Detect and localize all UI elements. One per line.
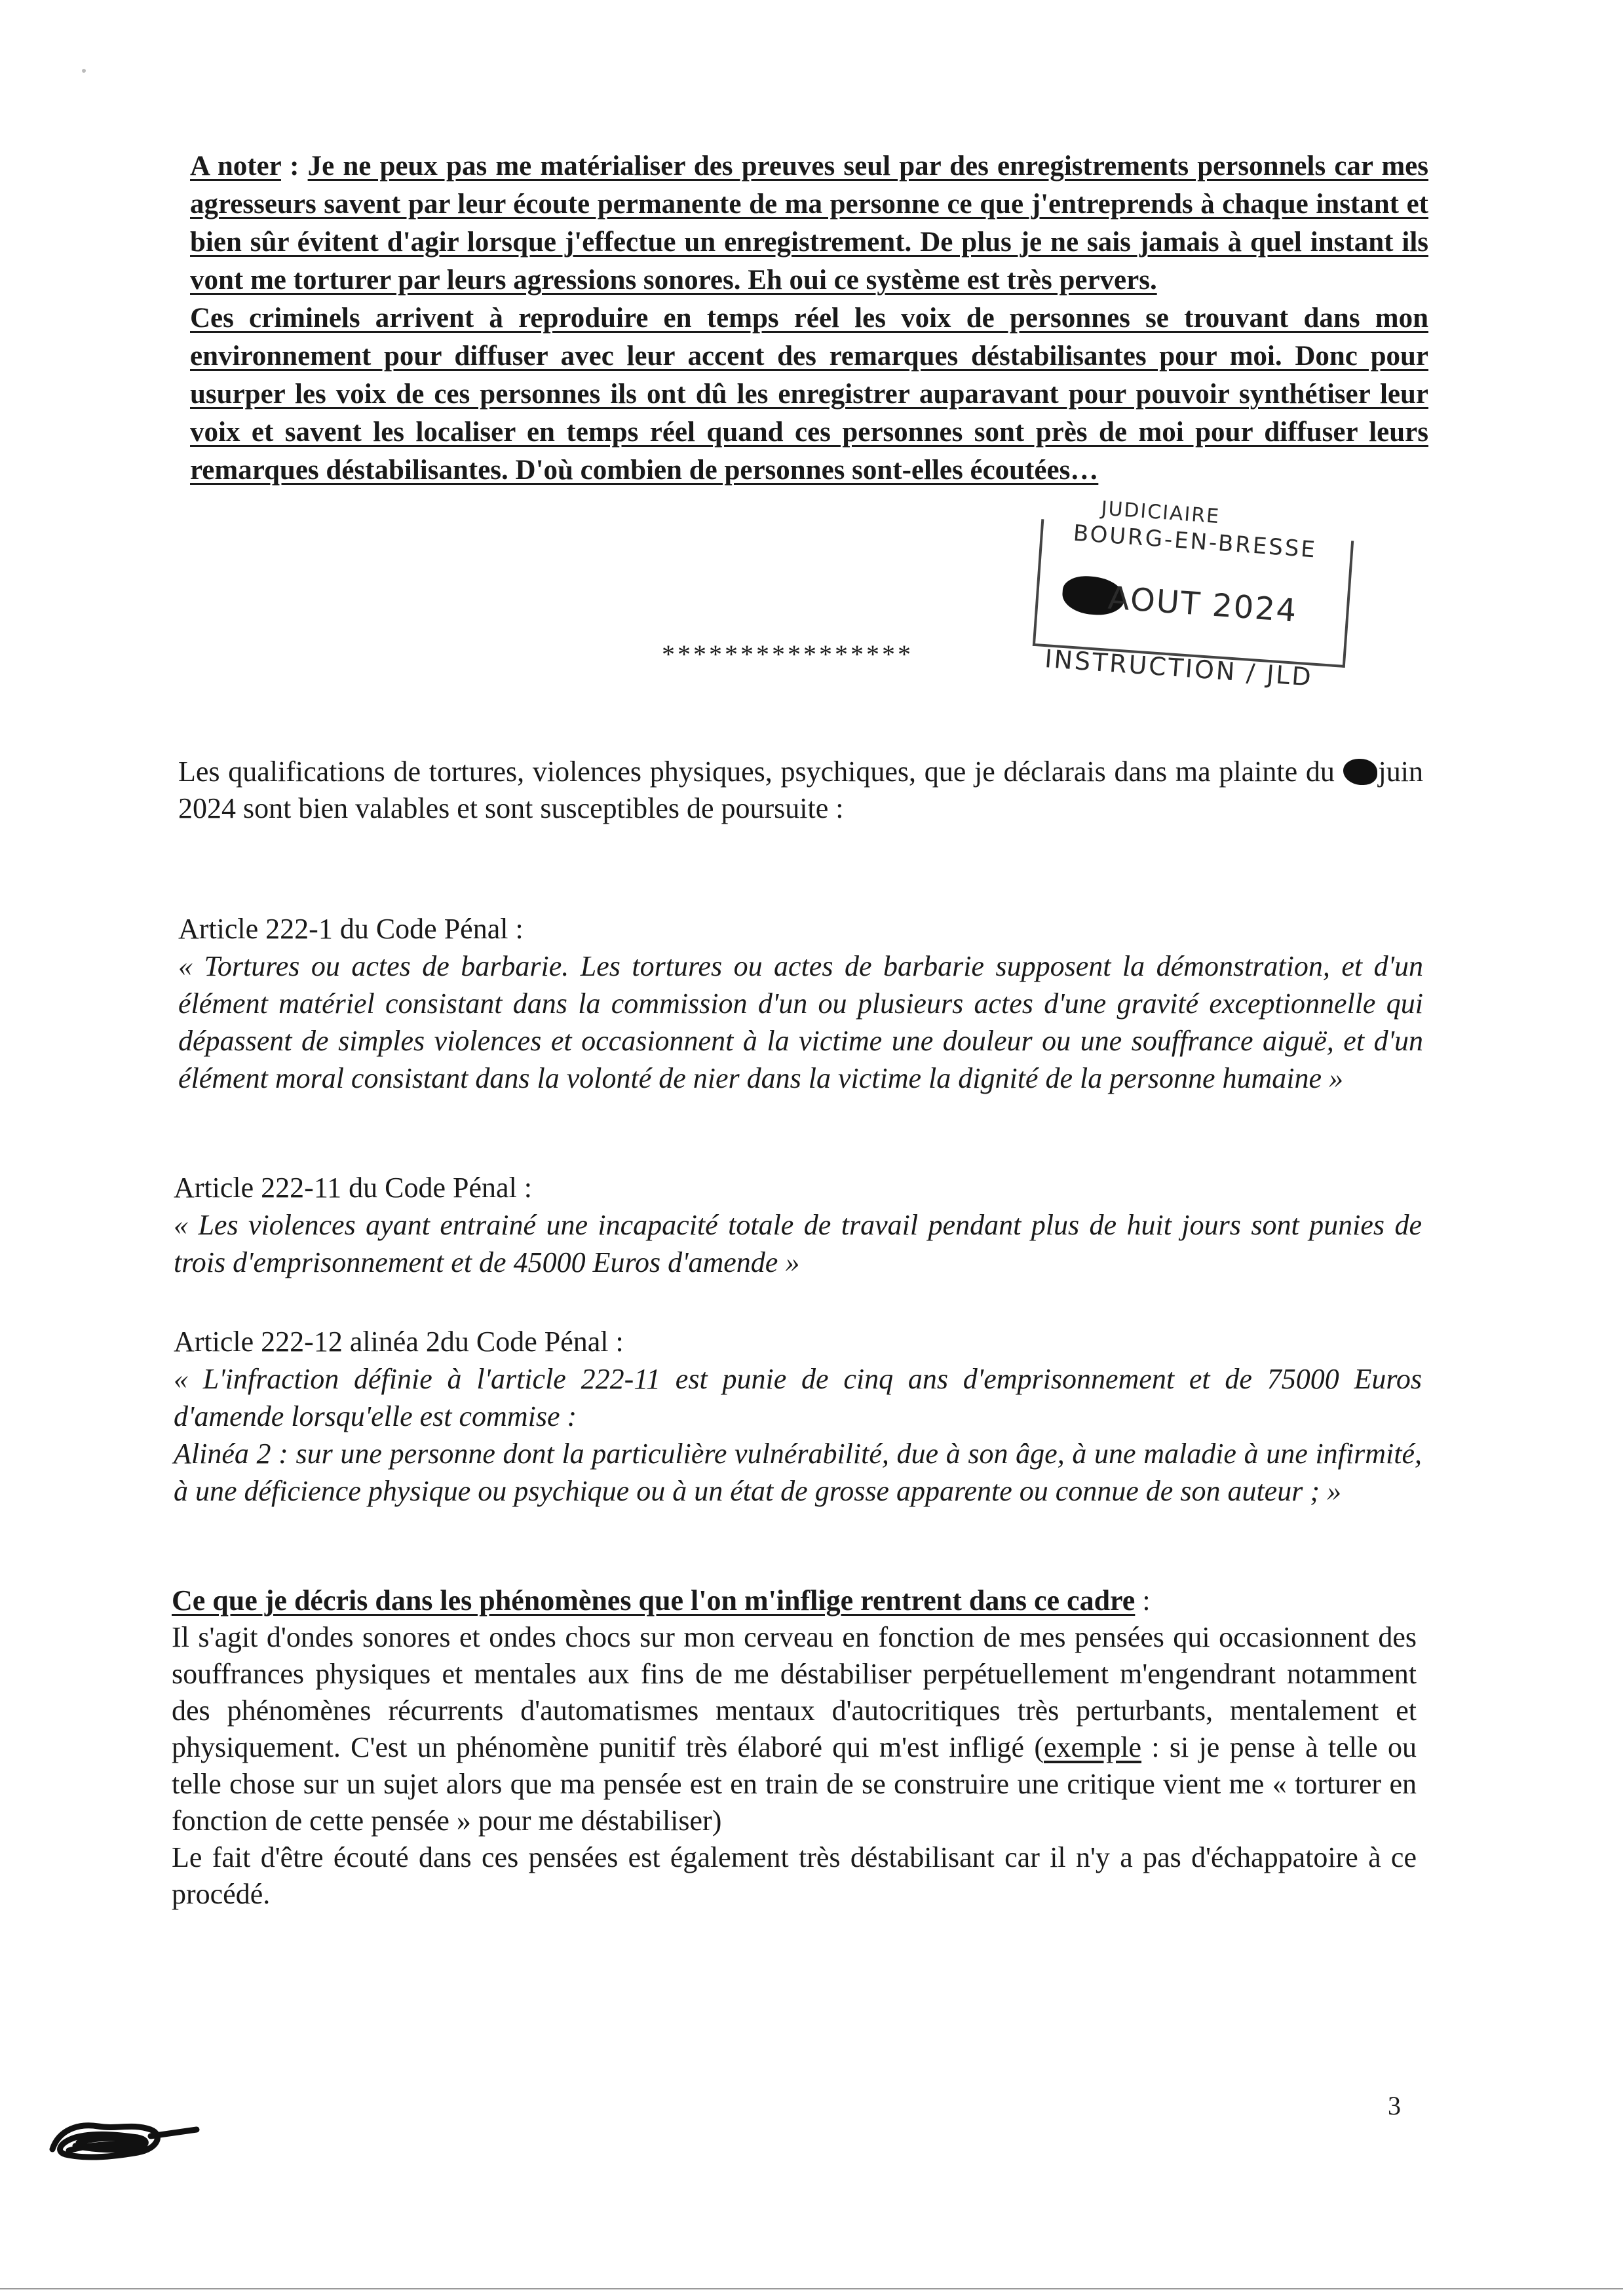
court-stamp <box>1002 491 1409 734</box>
frame-example: exemple <box>1044 1731 1142 1763</box>
note-paragraph-1 <box>190 147 1428 299</box>
stamp-line-2: BOURG-EN-BRESSE <box>1072 520 1318 564</box>
frame-p1-before: Il s'agit d'ondes sonores et ondes chocs sur mon cerveau en fonction de mes pensées qui occasionnent des souffrances physiques et mentales aux fins de me déstabiliser perpétuellement m'engendrant notamment des phénomènes récurrents d'automatismes mentaux d'autocritiques très perturbants, mentalement et physiquement. C'est un phénomène punitif très élaboré qui m'est infligé ( <box>172 1621 1417 1763</box>
article-quote: « Les violences ayant entrainé une incapacité totale de travail pendant plus de huit jours sont punies de trois d'emprisonnement et de 45000 Euros d'amende » <box>174 1209 1422 1278</box>
article-222-12 <box>174 1324 1422 1510</box>
note-text: Je ne peux pas me matérialiser des preuves seul par des enregistrements personnels car mes agresseurs savent par leur écoute permanente de ma personne ce que j'entreprends à chaque instant et bien sûr évitent d'agir lorsque j'effectue un enregistrement. De plus je ne sais jamais à quel instant ils vont me torturer par leurs agressions sonores. Eh oui ce système est très pervers. <box>190 151 1429 296</box>
frame-section <box>172 1582 1417 1913</box>
article-title: Article 222-1 du Code Pénal : <box>178 913 524 945</box>
note-label: A noter <box>190 151 281 182</box>
article-title: Article 222-12 alinéa 2du Code Pénal : <box>174 1326 624 1358</box>
separator-stars: **************** <box>662 640 913 669</box>
frame-heading-line <box>172 1582 1417 1619</box>
intro-paragraph <box>178 754 1423 827</box>
frame-p1-after: : si je pense à telle ou telle chose sur un sujet alors que ma pensée est en train de se construire une critique vient me « torturer en fonction de cette pensée » pour me déstabiliser) <box>172 1731 1417 1837</box>
intro-before: Les qualifications de tortures, violences physiques, psychiques, que je déclarais dans ma plainte du <box>178 756 1343 788</box>
article-quote: « L'infraction définie à l'article 222-11 est punie de cinq ans d'emprisonnement et de 75000 Euros d'amende lorsqu'elle est commise : <box>174 1363 1422 1432</box>
scan-speck <box>82 69 86 73</box>
frame-heading: Ce que je décris dans les phénomènes que l'on m'inflige rentrent dans ce cadre <box>172 1584 1136 1617</box>
redaction-mark <box>1343 759 1377 785</box>
page-number: 3 <box>1388 2091 1401 2120</box>
frame-paragraph-1 <box>172 1619 1417 1839</box>
note-paragraph-2 <box>190 299 1428 489</box>
article-222-1 <box>178 911 1423 1097</box>
article-quote: « Tortures ou actes de barbarie. Les tortures ou actes de barbarie supposent la démonstration, et d'un élément matériel consistant dans la commission d'un ou plusieurs actes d'une gravité exceptionnelle qui dépassent de simples violences et occasionnent à la victime une douleur ou une souffrance aiguë, et d'un élément moral consistant dans la volonté de nier dans la victime la dignité de la personne humaine » <box>178 950 1423 1094</box>
signature-scribble <box>39 2097 210 2169</box>
note-text-2: Ces criminels arrivent à reproduire en temps réel les voix de personnes se trouvant dans mon environnement pour diffuser avec leur accent des remarques déstabilisantes pour moi. Donc pour usurper les voix de ces personnes ils ont dû les enregistrer auparavant pour pouvoir synthétiser leur voix et savent les localiser en temps réel quand ces personnes sont près de moi pour diffuser leurs remarques déstabilisantes. D'où combien de personnes sont-elles écoutées… <box>190 303 1428 486</box>
note-block <box>190 147 1428 489</box>
article-quote-alinea: Alinéa 2 : sur une personne dont la particulière vulnérabilité, due à son âge, à une maladie à une infirmité, à une déficience physique ou psychique ou à un état de grosse apparente ou connue de son auteur ; » <box>174 1438 1422 1507</box>
stamp-line-1: JUDICIAIRE <box>1100 497 1221 529</box>
stamp-date: AOUT 2024 <box>1107 579 1299 630</box>
article-222-11 <box>174 1170 1422 1281</box>
note-label-sep: : <box>280 151 308 182</box>
frame-heading-sep: : <box>1135 1584 1151 1617</box>
frame-paragraph-2: Le fait d'être écouté dans ces pensées est également très déstabilisant car il n'y a pas d'échappatoire à ce procédé. <box>172 1841 1417 1910</box>
scan-edge-line <box>0 2288 1623 2289</box>
article-title: Article 222-11 du Code Pénal : <box>174 1172 533 1204</box>
intro-after: juin 2024 sont bien valables et sont susceptibles de poursuite : <box>178 756 1423 824</box>
stamp-bottom-line: INSTRUCTION / JLD <box>1043 644 1314 692</box>
